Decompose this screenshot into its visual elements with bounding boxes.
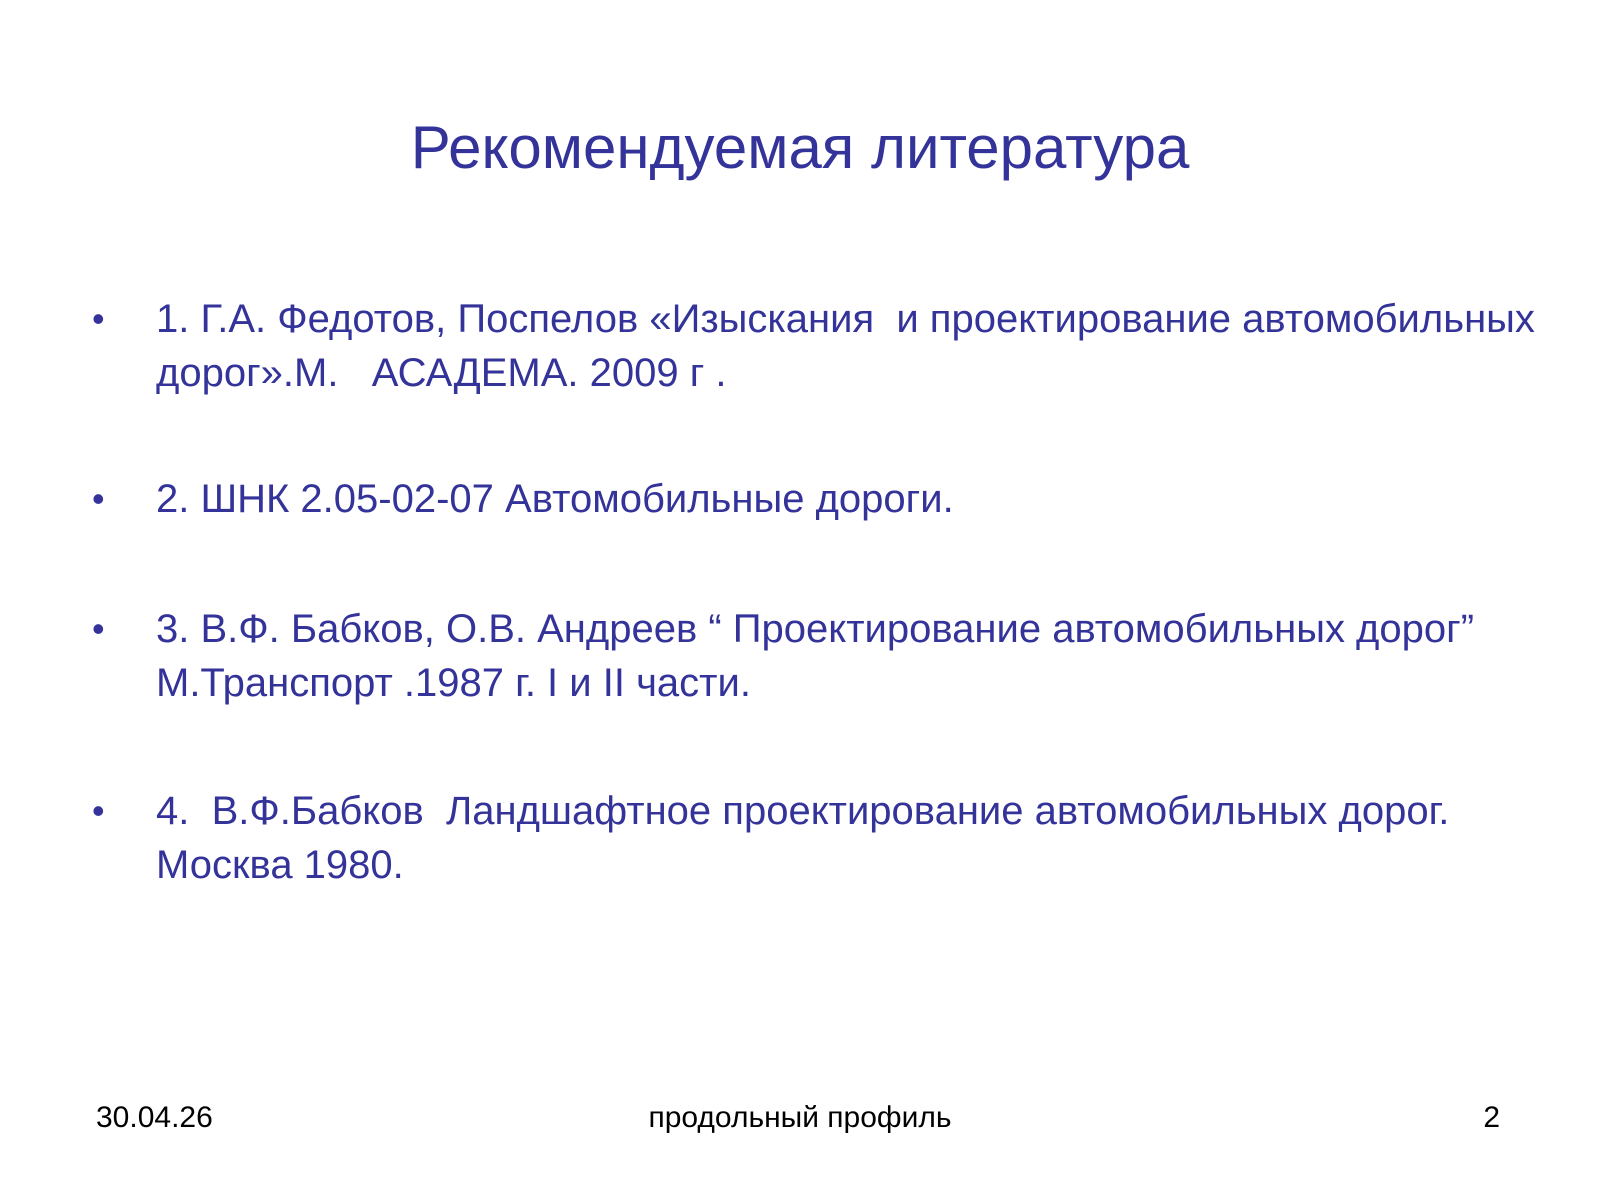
bullet-icon: •: [92, 478, 105, 519]
page-number: 2: [1483, 1101, 1500, 1134]
list-item-text: 4. В.Ф.Бабков Ландшафтное проектирование автомобильных дорог. Москва 1980.: [156, 789, 1461, 887]
bullet-icon: •: [92, 790, 105, 831]
bullet-icon: •: [92, 608, 105, 649]
list-item-text: 2. ШНК 2.05-02-07 Автомобильные дороги.: [156, 477, 954, 521]
footer-date: 30.04.26: [96, 1101, 213, 1134]
slide-title: Рекомендуемая литература: [410, 114, 1190, 181]
list-item-text: 1. Г.А. Федотов, Поспелов «Изыскания и проектирование автомобильных дорог».М. АСАДЕМА. 2009 г .: [156, 297, 1547, 395]
footer-title: продольный профиль: [648, 1101, 952, 1134]
bullet-icon: •: [92, 298, 105, 339]
list-item-text: 3. В.Ф. Бабков, О.В. Андреев “ Проектирование автомобильных дорог” М.Транспорт .1987 г. I и II части.: [156, 607, 1497, 705]
